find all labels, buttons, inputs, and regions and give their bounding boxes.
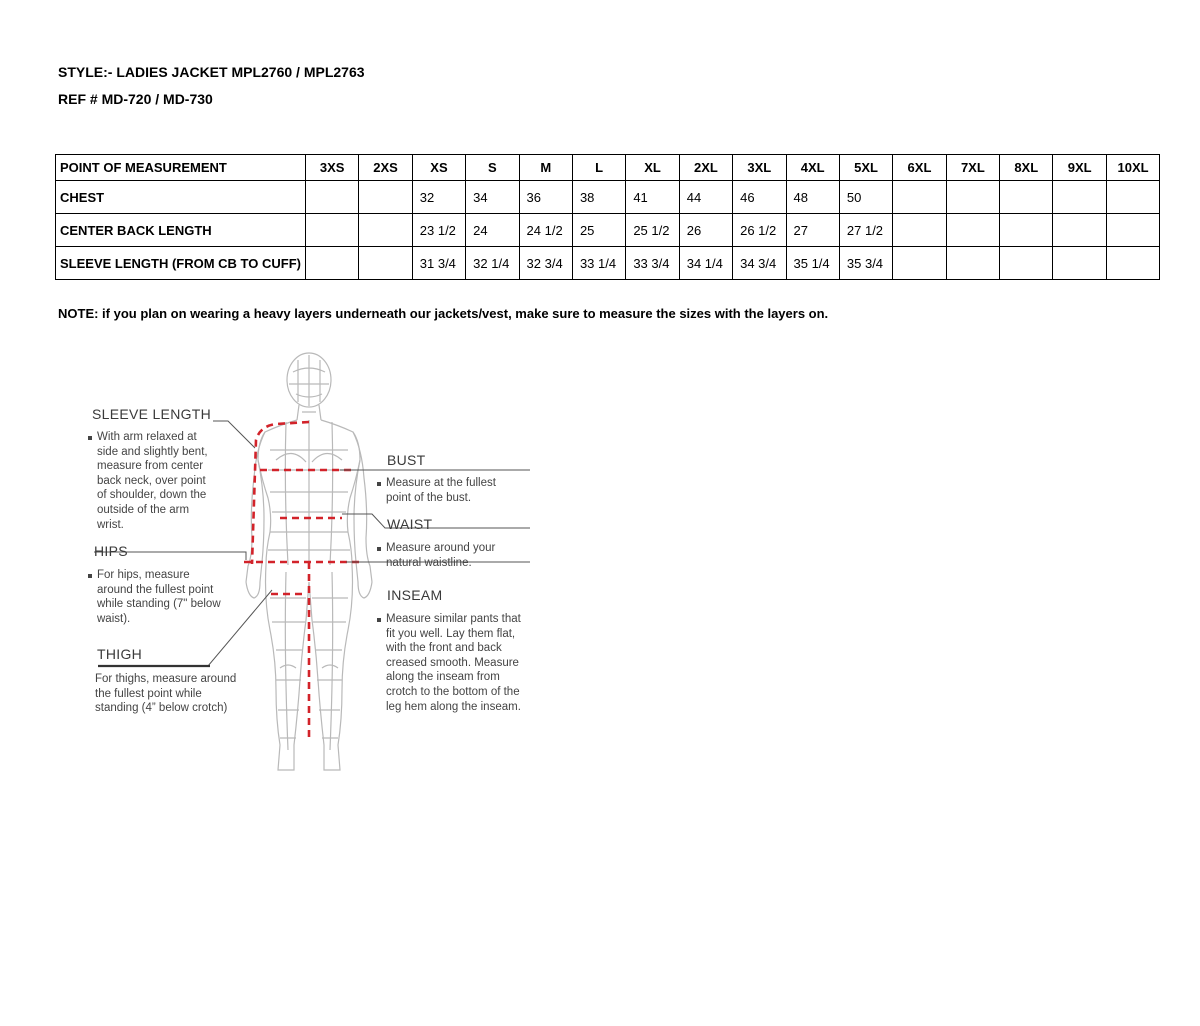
bust-body: Measure at the fullest point of the bust. bbox=[386, 477, 496, 504]
header-size-2xl: 2XL bbox=[679, 155, 732, 181]
measurement-cell bbox=[893, 181, 946, 214]
inseam-text bbox=[377, 612, 527, 714]
header-size-l: L bbox=[572, 155, 625, 181]
table-row bbox=[56, 247, 1160, 280]
hips-text bbox=[88, 568, 222, 626]
measurement-cell: 33 3/4 bbox=[626, 247, 679, 280]
sleeve-length-body: With arm relaxed at side and slightly bent, measure from center back neck, over point of shoulder, down the outside of the arm wrist. bbox=[97, 431, 208, 531]
header-size-2xs: 2XS bbox=[359, 155, 412, 181]
layering-note: NOTE: if you plan on wearing a heavy layers underneath our jackets/vest, make sure to measure the sizes with the layers on. bbox=[58, 306, 829, 321]
table-row bbox=[56, 181, 1160, 214]
inseam-body: Measure similar pants that fit you well. Lay them flat, with the front and back creased smooth. Measure along the inseam from crotch to the bottom of the leg hem along the inseam. bbox=[386, 613, 521, 713]
measurement-cell bbox=[893, 247, 946, 280]
header-size-9xl: 9XL bbox=[1053, 155, 1106, 181]
header-size-xs: XS bbox=[412, 155, 465, 181]
measurement-cell bbox=[305, 181, 358, 214]
measurement-cell: 23 1/2 bbox=[412, 214, 465, 247]
measurement-cell: 34 3/4 bbox=[733, 247, 786, 280]
size-chart-table bbox=[55, 154, 1160, 280]
measurement-cell: 48 bbox=[786, 181, 839, 214]
bullet-icon bbox=[88, 574, 92, 578]
header-size-m: M bbox=[519, 155, 572, 181]
header-point-of-measurement: POINT OF MEASUREMENT bbox=[56, 155, 306, 181]
waist-text bbox=[377, 541, 517, 570]
measurement-cell: 25 bbox=[572, 214, 625, 247]
measurement-cell: 36 bbox=[519, 181, 572, 214]
header-size-3xs: 3XS bbox=[305, 155, 358, 181]
measurement-cell: 26 bbox=[679, 214, 732, 247]
ref-line: REF # MD-720 / MD-730 bbox=[58, 91, 213, 107]
measurement-guide bbox=[80, 350, 550, 780]
measurement-cell: 44 bbox=[679, 181, 732, 214]
measurement-cell: 26 1/2 bbox=[733, 214, 786, 247]
row-label: CENTER BACK LENGTH bbox=[56, 214, 306, 247]
measurement-cell bbox=[305, 214, 358, 247]
measurement-cell bbox=[359, 181, 412, 214]
table-row bbox=[56, 214, 1160, 247]
measurement-cell: 41 bbox=[626, 181, 679, 214]
header-size-10xl: 10XL bbox=[1106, 155, 1159, 181]
measurement-cell: 32 3/4 bbox=[519, 247, 572, 280]
bullet-icon bbox=[377, 482, 381, 486]
measurement-cell bbox=[1053, 247, 1106, 280]
header-size-4xl: 4XL bbox=[786, 155, 839, 181]
inseam-title: INSEAM bbox=[387, 587, 443, 603]
measurement-cell: 35 1/4 bbox=[786, 247, 839, 280]
header-size-3xl: 3XL bbox=[733, 155, 786, 181]
header-size-s: S bbox=[466, 155, 519, 181]
bust-title: BUST bbox=[387, 452, 426, 468]
header-size-7xl: 7XL bbox=[946, 155, 999, 181]
measurement-cell bbox=[946, 247, 999, 280]
row-label: SLEEVE LENGTH (FROM CB TO CUFF) bbox=[56, 247, 306, 280]
measurement-cell: 24 bbox=[466, 214, 519, 247]
waist-title: WAIST bbox=[387, 516, 433, 532]
sleeve-length-text bbox=[88, 430, 218, 532]
measurement-cell: 32 1/4 bbox=[466, 247, 519, 280]
measurement-cell: 25 1/2 bbox=[626, 214, 679, 247]
measurement-cell bbox=[1053, 181, 1106, 214]
measurement-cell: 50 bbox=[839, 181, 892, 214]
measurement-cell: 34 1/4 bbox=[679, 247, 732, 280]
measurement-cell: 27 bbox=[786, 214, 839, 247]
measurement-cell bbox=[1000, 181, 1053, 214]
measurement-cell bbox=[946, 181, 999, 214]
measurement-cell bbox=[359, 214, 412, 247]
measurement-cell bbox=[1000, 247, 1053, 280]
measurement-cell bbox=[1053, 214, 1106, 247]
hips-title: HIPS bbox=[94, 543, 128, 559]
measurement-cell: 38 bbox=[572, 181, 625, 214]
measurement-cell bbox=[1106, 214, 1159, 247]
header-size-8xl: 8XL bbox=[1000, 155, 1053, 181]
bullet-icon bbox=[377, 618, 381, 622]
measurement-cell bbox=[1106, 181, 1159, 214]
header-size-6xl: 6XL bbox=[893, 155, 946, 181]
measurement-cell: 32 bbox=[412, 181, 465, 214]
bullet-icon bbox=[88, 436, 92, 440]
measurement-cell bbox=[359, 247, 412, 280]
thigh-title: THIGH bbox=[97, 646, 143, 662]
measurement-cell: 33 1/4 bbox=[572, 247, 625, 280]
measurement-cell: 46 bbox=[733, 181, 786, 214]
style-line: STYLE:- LADIES JACKET MPL2760 / MPL2763 bbox=[58, 64, 365, 80]
measurement-cell: 31 3/4 bbox=[412, 247, 465, 280]
measurement-cell bbox=[893, 214, 946, 247]
measurement-cell: 27 1/2 bbox=[839, 214, 892, 247]
header-size-5xl: 5XL bbox=[839, 155, 892, 181]
sleeve-length-title: SLEEVE LENGTH bbox=[92, 406, 212, 422]
measurement-cell bbox=[1000, 214, 1053, 247]
measurement-cell: 35 3/4 bbox=[839, 247, 892, 280]
size-header-row bbox=[56, 155, 1160, 181]
measurement-cell: 24 1/2 bbox=[519, 214, 572, 247]
measurement-cell bbox=[1106, 247, 1159, 280]
bullet-icon bbox=[377, 547, 381, 551]
hips-body: For hips, measure around the fullest point while standing (7" below waist). bbox=[97, 569, 221, 625]
measurement-cell: 34 bbox=[466, 181, 519, 214]
measurement-cell bbox=[305, 247, 358, 280]
header-size-xl: XL bbox=[626, 155, 679, 181]
row-label: CHEST bbox=[56, 181, 306, 214]
measurement-cell bbox=[946, 214, 999, 247]
bust-text bbox=[377, 476, 517, 505]
waist-body: Measure around your natural waistline. bbox=[386, 542, 496, 569]
thigh-body: For thighs, measure around the fullest point while standing (4” below crotch) bbox=[95, 673, 237, 715]
